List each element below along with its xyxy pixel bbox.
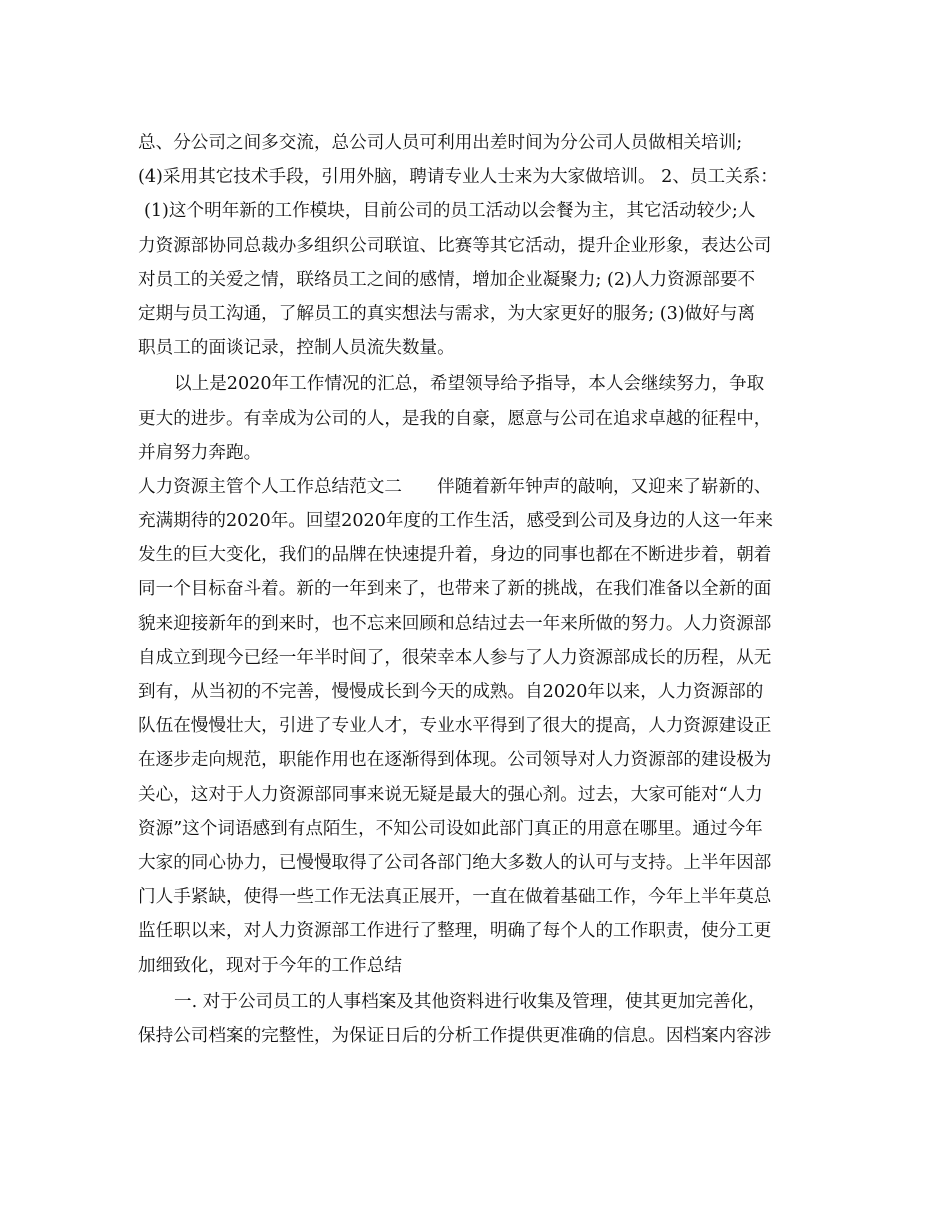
text-line: 保持公司档案的完整性，为保证日后的分析工作提供更准确的信息。因档案内容涉 — [138, 1025, 772, 1046]
text-line: 一. 对于公司员工的人事档案及其他资料进行收集及管理，使其更加完善化， — [174, 991, 766, 1012]
text-line: 监任职以来，对人力资源部工作进行了整理，明确了每个人的工作职责，使分工更 — [138, 921, 772, 942]
section-heading-line: 人力资源主管个人工作总结范文二 伴随着新年钟声的敲响，又迎来了崭新的、 — [138, 476, 772, 497]
text-line: (4)采用其它技术手段，引用外脑，聘请专业人士来为大家做培训。 2、员工关系： — [138, 167, 778, 188]
text-line: 门人手紧缺，使得一些工作无法真正展开，一直在做着基础工作，今年上半年莫总 — [138, 887, 772, 908]
text-line: 关心，这对于人力资源部同事来说无疑是最大的强心剂。过去，大家可能对“人力 — [138, 784, 763, 805]
text-line: 发生的巨大变化，我们的品牌在快速提升着，身边的同事也都在不断进步着，朝着 — [138, 545, 772, 566]
text-line: 更大的进步。有幸成为公司的人，是我的自豪，愿意与公司在追求卓越的征程中， — [138, 408, 772, 429]
text-line: 貌来迎接新年的到来时，也不忘来回顾和总结过去一年来所做的努力。人力资源部 — [138, 613, 772, 634]
text-line: 资源”这个词语感到有点陌生，不知公司设如此部门真正的用意在哪里。通过今年 — [138, 818, 763, 839]
text-line: 队伍在慢慢壮大，引进了专业人才，专业水平得到了很大的提高，人力资源建设正 — [138, 716, 772, 737]
text-line: 到有，从当初的不完善，慢慢成长到今天的成熟。自2020年以来，人力资源部的 — [138, 682, 764, 702]
text-line: 在逐步走向规范，职能作用也在逐渐得到体现。公司领导对人力资源部的建设极为 — [138, 750, 772, 771]
text-line: 职员工的面谈记录，控制人员流失数量。 — [138, 338, 455, 359]
text-line: (1)这个明年新的工作模块，目前公司的员工活动以会餐为主，其它活动较少;人 — [144, 201, 756, 222]
text-line: 以上是2020年工作情况的汇总，希望领导给予指导，本人会继续努力，争取 — [174, 374, 765, 395]
text-line: 加细致化，现对于今年的工作总结 — [138, 955, 402, 976]
text-line: 并肩努力奔跑。 — [138, 442, 262, 463]
text-line: 大家的同心协力，已慢慢取得了公司各部门绝大多数人的认可与支持。上半年因部 — [138, 852, 772, 873]
text-line: 同一个目标奋斗着。新的一年到来了，也带来了新的挑战，在我们准备以全新的面 — [138, 579, 772, 600]
text-line: 力资源部协同总裁办多组织公司联谊、比赛等其它活动，提升企业形象，表达公司 — [138, 235, 772, 256]
text-line: 总、分公司之间多交流，总公司人员可利用出差时间为分公司人员做相关培训; — [138, 133, 743, 153]
text-line: 自成立到现今已经一年半时间了，很荣幸本人参与了人力资源部成长的历程，从无 — [138, 647, 772, 668]
text-line: 充满期待的2020年。回望2020年度的工作生活，感受到公司及身边的人这一年来 — [138, 511, 773, 532]
document-body — [138, 126, 818, 1053]
text-line: 定期与员工沟通，了解员工的真实想法与需求，为大家更好的服务; (3)做好与离 — [138, 303, 756, 324]
text-line: 对员工的关爱之情，联络员工之间的感情，增加企业凝聚力; (2)人力资源部要不 — [138, 269, 756, 290]
